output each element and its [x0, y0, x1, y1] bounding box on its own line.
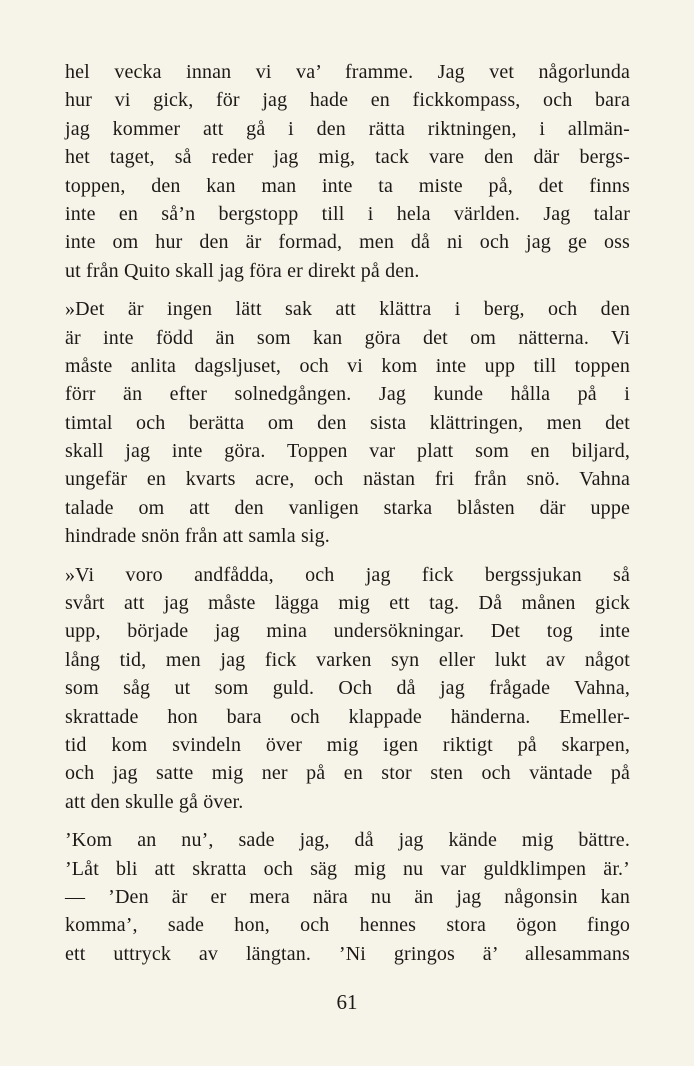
body-text — [65, 58, 630, 968]
text-line: tid kom svindeln över mig igen riktigt på skarpen, — [65, 733, 630, 756]
text-line: toppen, den kan man inte ta miste på, det finns — [65, 174, 630, 197]
text-line: måste anlita dagsljuset, och vi kom inte upp till toppen — [65, 354, 630, 377]
text-line: »Det är ingen lätt sak att klättra i berg, och den — [65, 298, 630, 321]
text-line: »Vi voro andfådda, och jag fick bergssjukan så — [65, 563, 630, 586]
text-line: skrattade hon bara och klappade händerna. Emeller- — [65, 705, 630, 728]
text-line: förr än efter solnedgången. Jag kunde hålla på i — [65, 383, 630, 406]
page-number: 61 — [336, 990, 358, 1014]
text-line: upp, började jag mina undersökningar. Det tog inte — [65, 620, 630, 643]
text-line: jag kommer att gå i den rätta riktningen, i allmän- — [65, 117, 630, 140]
paragraph — [65, 295, 630, 551]
text-line: ungefär en kvarts acre, och nästan fri från snö. Vahna — [65, 468, 630, 491]
text-line: att den skulle gå över. — [65, 790, 244, 813]
text-line: timtal och berätta om den sista klättringen, men det — [65, 411, 630, 434]
text-line: inte om hur den är formad, men då ni och jag ge oss — [65, 231, 630, 254]
text-line: ut från Quito skall jag föra er direkt på den. — [65, 259, 420, 282]
text-line: hindrade snön från att samla sig. — [65, 525, 330, 548]
text-line: och jag satte mig ner på en stor sten och väntade på — [65, 762, 630, 785]
text-line: komma’, sade hon, och hennes stora ögon fingo — [65, 914, 630, 937]
text-line: svårt att jag måste lägga mig ett tag. Då månen gick — [65, 592, 630, 615]
paragraph — [65, 58, 630, 285]
text-line: talade om att den vanligen starka blåsten där uppe — [65, 496, 630, 519]
text-line: som såg ut som guld. Och då jag frågade Vahna, — [65, 677, 630, 700]
text-line: ’Kom an nu’, sade jag, då jag kände mig bättre. — [65, 829, 630, 852]
paragraph — [65, 826, 630, 968]
text-line: skall jag inte göra. Toppen var platt som en biljard, — [65, 440, 630, 463]
text-line: ’Låt bli att skratta och säg mig nu var guldklimpen är.’ — [65, 857, 630, 880]
text-line: är inte född än som kan göra det om nätterna. Vi — [65, 326, 630, 349]
text-line: hur vi gick, för jag hade en fickkompass, och bara — [65, 89, 630, 112]
text-line: — ’Den är er mera nära nu än jag någonsin kan — [65, 885, 630, 908]
text-line: ett uttryck av längtan. ’Ni gringos ä’ allesammans — [65, 942, 630, 965]
text-line: het taget, så reder jag mig, tack vare den där bergs- — [65, 146, 630, 169]
text-line: inte en så’n bergstopp till i hela världen. Jag talar — [65, 202, 630, 225]
text-line: hel vecka innan vi va’ framme. Jag vet någorlunda — [65, 61, 630, 83]
text-line: lång tid, men jag fick varken syn eller lukt av något — [65, 648, 630, 671]
paragraph — [65, 561, 630, 817]
